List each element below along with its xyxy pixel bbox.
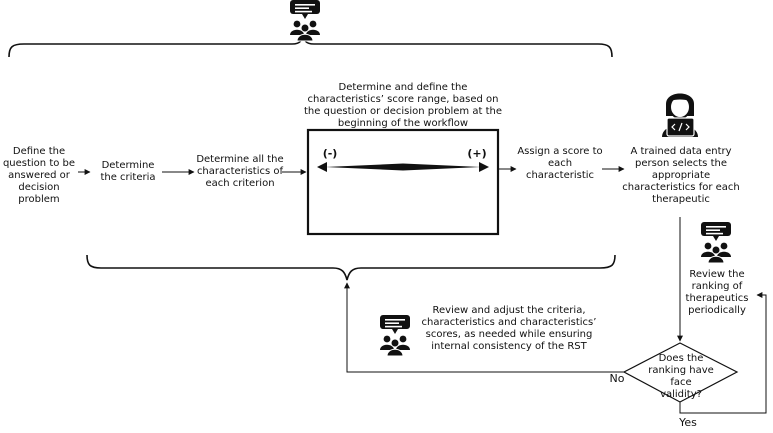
scale-arrow (325, 164, 481, 171)
step-determine-criteria: Determine the criteria (100, 160, 156, 183)
group-discussion-icon (701, 222, 731, 263)
scale-negative-label: (-) (322, 147, 338, 160)
group-discussion-icon (290, 0, 320, 41)
answer-no-label: No (609, 372, 625, 385)
score-range-box (308, 130, 498, 234)
step-assign-score: Assign a score to each characteristic (517, 146, 603, 181)
step-review-adjust: Review and adjust the criteria, characteristics and characteristics’ scores, as needed while ensuring internal consistency of the RST (421, 305, 597, 352)
bottom-brace (87, 255, 615, 280)
person-laptop-code-icon (662, 94, 698, 138)
group-discussion-icon (380, 315, 410, 356)
step-review-ranking: Review the ranking of therapeutics periodically (685, 269, 749, 316)
step-define-question: Define the question to be answered or decision problem (2, 146, 76, 205)
step-define-score-range: Determine and define the characteristics’ score range, based on the question or decision problem at the beginning of the workflow (304, 82, 502, 129)
step-determine-characteristics: Determine all the characteristics of each criterion (196, 154, 284, 189)
answer-yes-label: Yes (679, 416, 697, 429)
decision-question: Does the ranking have face validity? (648, 353, 714, 400)
step-data-entry: A trained data entry person selects the appropriate characteristics for each therapeutic (622, 146, 740, 205)
scale-positive-label: (+) (467, 147, 487, 160)
